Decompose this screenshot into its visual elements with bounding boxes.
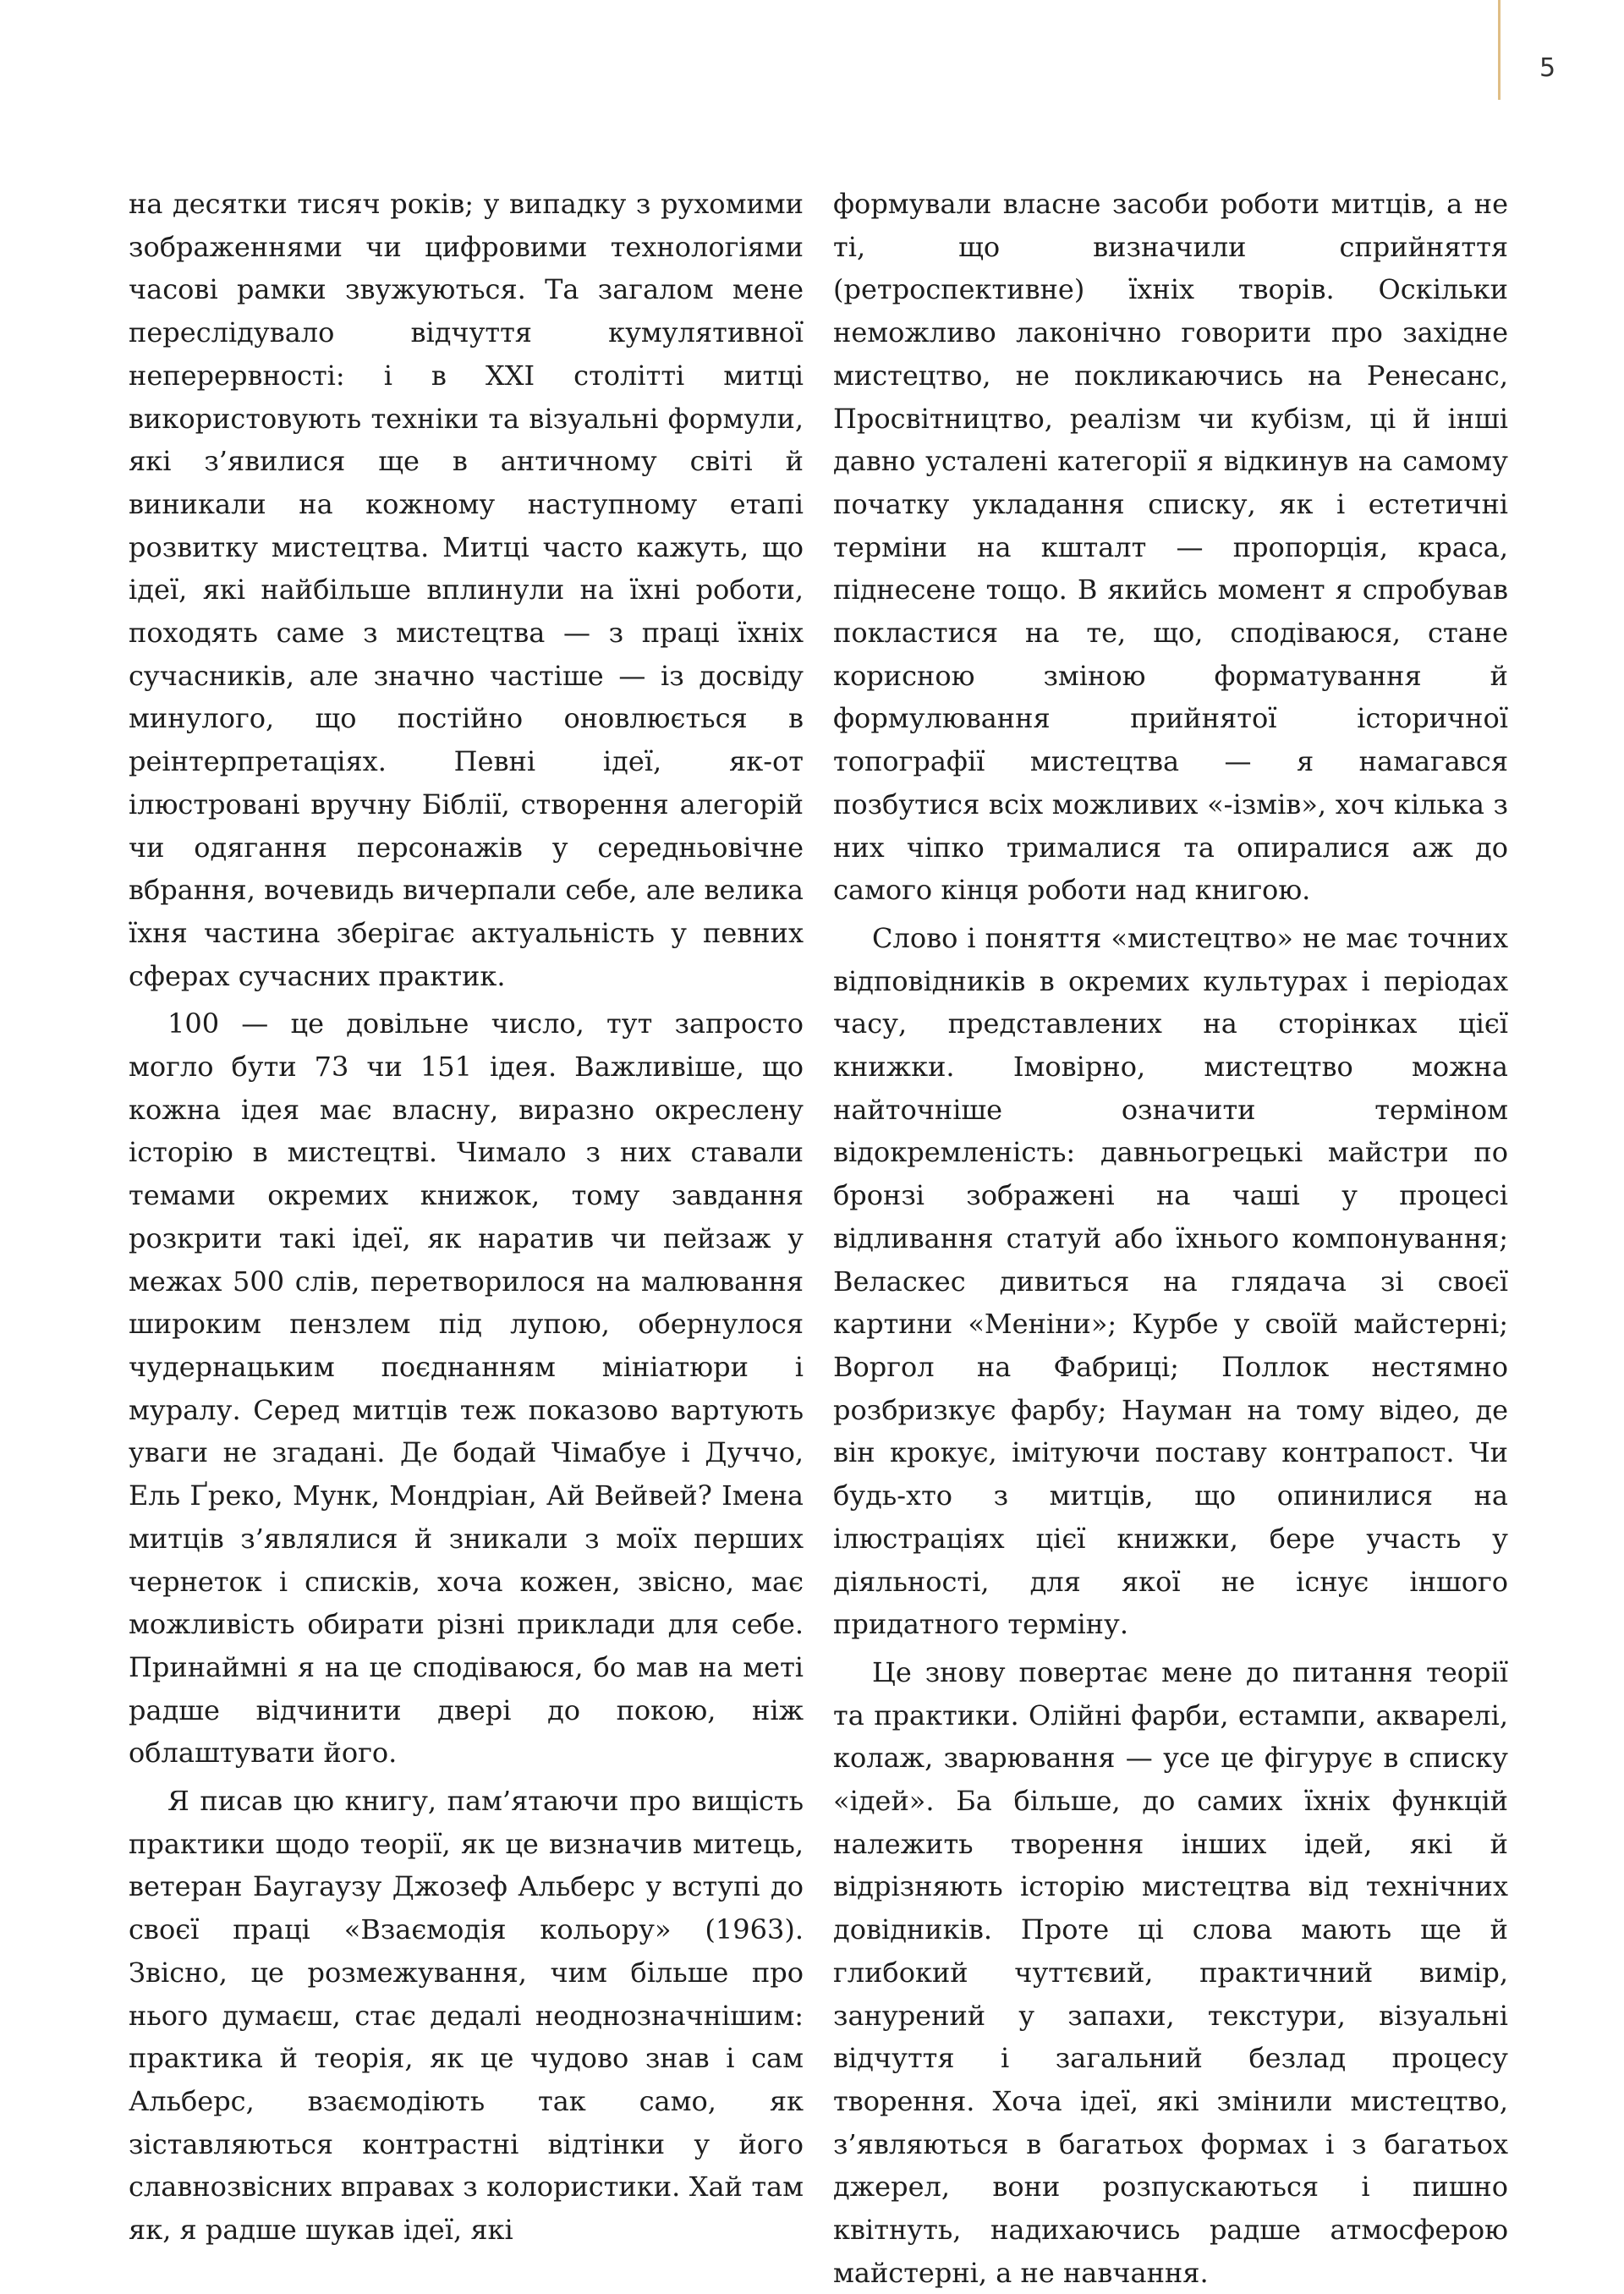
left-paragraph-1: на десятки тисяч років; у випадку з рухомими зображеннями чи цифровими технологіями часові рамки звужуються. Та загалом мене переслідувало відчуття кумулятивної неперервності: і в XXI столітті митці використовують техніки та візуальні формули, які з’явилися ще в античному світі й виникали на кожному наступному етапі розвитку мистецтва. Митці часто кажуть, що ідеї, які найбільше вплинули на їхні роботи, походять саме з мистецтва — з праці їхніх сучасників, але значно частіше — із досвіду минулого, що постійно оновлюється в реінтерпретаціях. Певні ідеї, як-от ілюстровані вручну Біблії, створення алегорій чи одягання персонажів у середньовічне вбрання, вочевидь вичерпали себе, але велика їхня частина зберігає актуальність у певних сферах сучасних практик. bbox=[129, 188, 804, 992]
header-rule bbox=[1498, 0, 1501, 100]
right-paragraph-1: формували власне засоби роботи митців, а не ті, що визначили сприйняття (ретроспективне) їхніх творів. Оскільки неможливо лаконічно говорити про західне мистецтво, не покликаючись на Ренесанс, Просвітництво, реалізм чи кубізм, ці й інші давно усталені категорії я відкинув на самому початку укладання списку, як і естетичні терміни на кшталт — пропорція, краса, піднесене тощо. В якийсь момент я спробував покластися на те, що, сподіваюся, стане корисною зміною форматування й формулювання прийнятої історичної топографії мистецтва — я намагався позбутися всіх можливих «-ізмів», хоч кілька з них чіпко трималися та опиралися аж до самого кінця роботи над книгою. bbox=[833, 188, 1508, 907]
page-number: 5 bbox=[1539, 53, 1556, 83]
left-column bbox=[129, 183, 804, 2252]
right-column bbox=[833, 183, 1508, 2294]
left-paragraph-3: Я писав цю книгу, пам’ятаючи про вищість практики щодо теорії, як це визначив митець, ветеран Баугаузу Джозеф Альберс у вступі до своєї праці «Взаємодія кольору» (1963). Звісно, це розмежування, чим більше про нього думаєш, стає дедалі неоднозначнішим: практика й теорія, як це чудово знав і сам Альберс, взаємодіють так само, як зіставляються контрастні відтінки у його славнозвісних вправах з колористики. Хай там як, я радше шукав ідеї, які bbox=[129, 1785, 804, 2247]
right-paragraph-2: Слово і поняття «мистецтво» не має точних відповідників в окремих культурах і періодах часу, представлених на сторінках цієї книжки. Імовірно, мистецтво можна найточніше означити терміном відокремленість: давньогрецькі майстри по бронзі зображені на чаші у процесі відливання статуй або їхнього компонування; Веласкес дивиться на глядача зі своєї картини «Меніни»; Курбе у своїй майстерні; Воргол на Фабриці; Поллок нестямно розбризкує фарбу; Науман на тому відео, де він крокує, імітуючи поставу контрапост. Чи будь-хто з митців, що опинилися на ілюстраціях цієї книжки, бере участь у діяльності, для якої не існує іншого придатного терміну. bbox=[833, 921, 1508, 1641]
left-paragraph-2: 100 — це довільне число, тут запросто могло бути 73 чи 151 ідея. Важливіше, що кожна ідея має власну, виразно окреслену історію в мистецтві. Чимало з них ставали темами окремих книжок, тому завдання розкрити такі ідеї, як наратив чи пейзаж у межах 500 слів, перетворилося на малювання широким пензлем під лупою, обернулося чудернацьким поєднанням мініатюри і муралу. Серед митців теж показово вартують уваги не згадані. Де бодай Чімабуе і Дуччо, Ель Ґреко, Мунк, Мондріан, Ай Вейвей? Імена митців з’являлися й зникали з моїх перших чернеток і списків, хоча кожен, звісно, має можливість обирати різні приклади для себе. Принаймні я на це сподіваюся, бо мав на меті радше відчинити двері до покою, ніж облаштувати його. bbox=[129, 1007, 804, 1770]
right-paragraph-3: Це знову повертає мене до питання теорії та практики. Олійні фарби, естампи, акварелі, колаж, зварювання — усе це фігурує в списку «ідей». Ба більше, до самих їхніх функцій належить творення інших ідей, які й відрізняють історію мистецтва від технічних довідників. Проте ці слова мають ще й глибокий чуттєвий, практичний вимір, занурений у запахи, текстури, візуальні відчуття і загальний безлад процесу творення. Хоча ідеї, які змінили мистецтво, з’являються в багатьох формах і з багатьох джерел, вони розпускаються і пишно квітнуть, надихаючись радше атмосферою майстерні, а не навчання. bbox=[833, 1655, 1508, 2289]
